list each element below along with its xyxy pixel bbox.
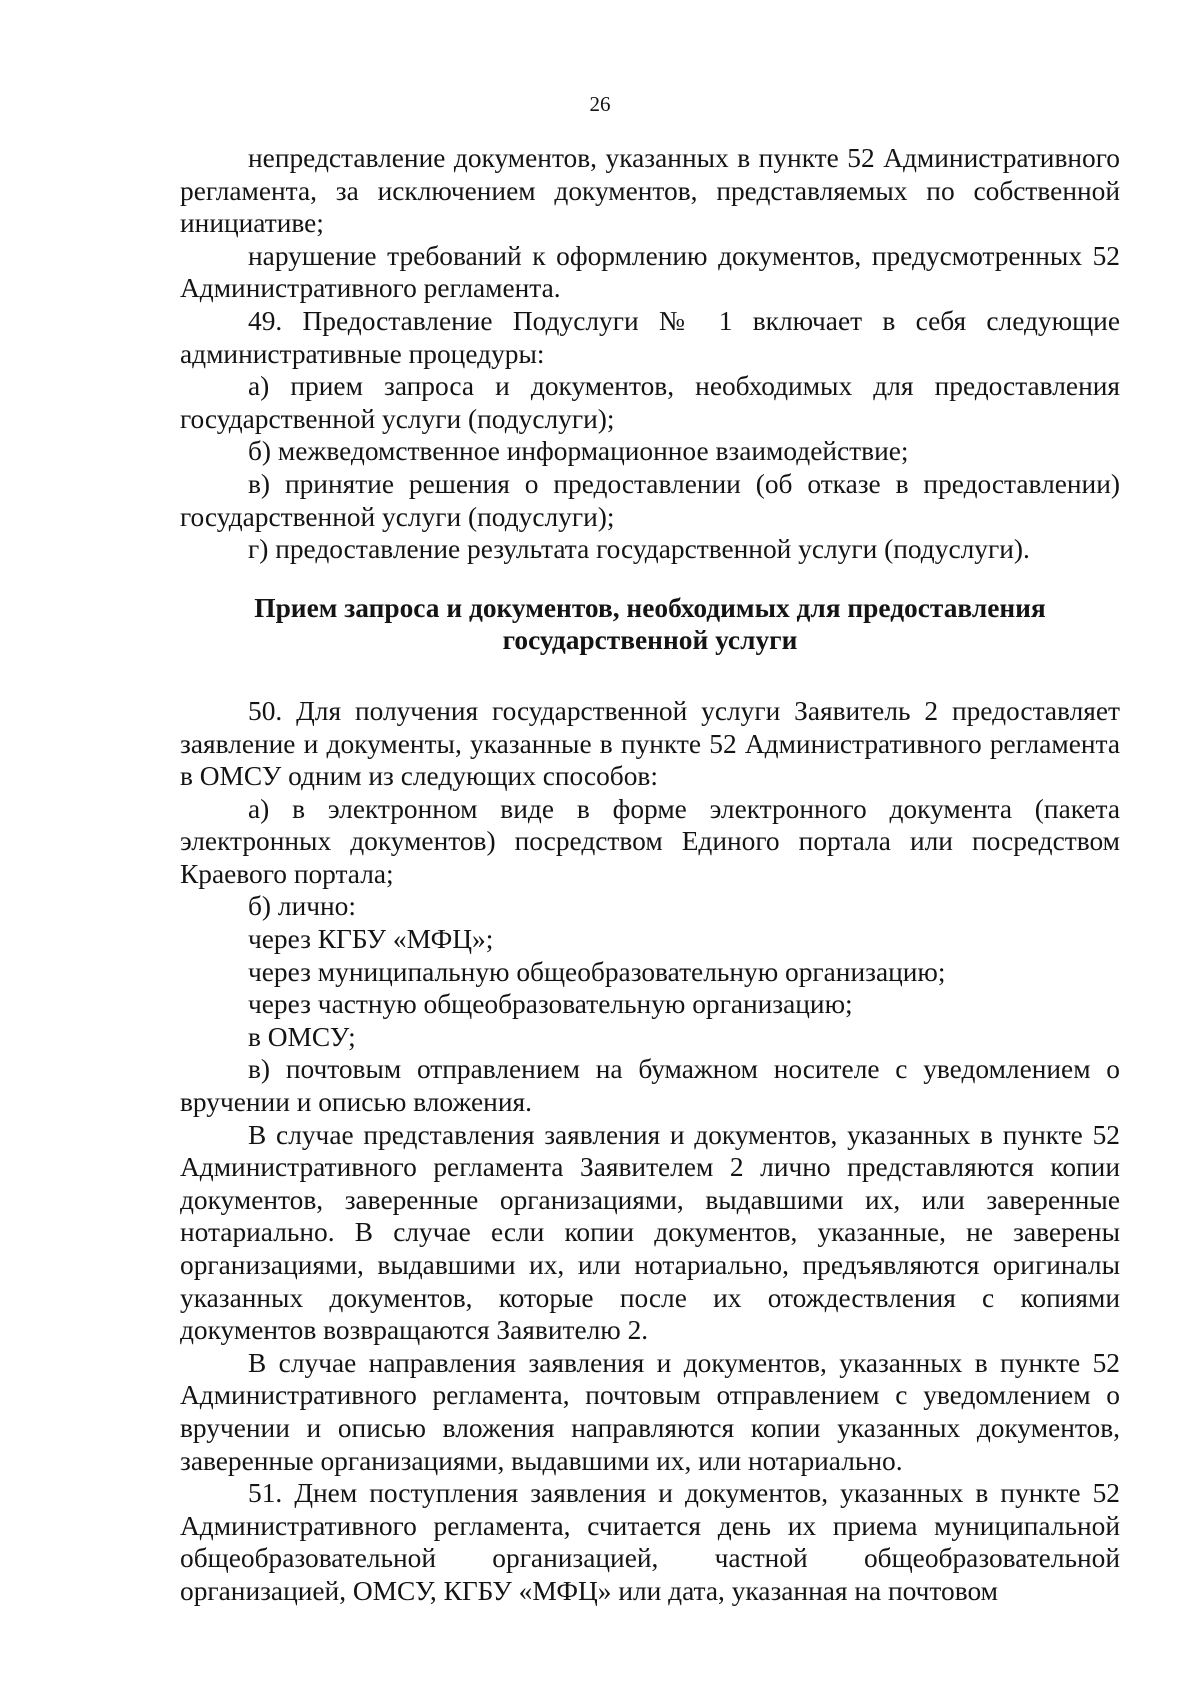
list-item: в ОМСУ; <box>248 1021 356 1052</box>
list-item: через частную общеобразовательную организацию; <box>248 989 853 1020</box>
paragraph: 49. Предоставление Подуслуги № 1 включает в себя следующие административные процедуры: <box>180 305 1120 369</box>
paragraph: В случае представления заявления и документов, указанных в пункте 52 Административного регламента Заявителем 2 лично представляются копии документов, заверенные организациями, выдавшими их, или заверенные нотариально. В случае если копии документов, указанные, не заверены организациями, выдавшими их, или нотариально, предъявляются оригиналы указанных документов, которые после их отождествления с копиями документов возвращаются Заявителю 2. <box>180 1119 1120 1346</box>
list-item: б) лично: <box>248 891 356 922</box>
page-number: 26 <box>589 92 611 116</box>
list-item: через КГБУ «МФЦ»; <box>248 924 494 955</box>
paragraph: В случае направления заявления и документов, указанных в пункте 52 Административного регламента, почтовым отправлением с уведомлением о вручении и описью вложения направляются копии указанных документов, заверенные организациями, выдавшими их, или нотариально. <box>180 1347 1120 1476</box>
document-body <box>180 142 1120 1608</box>
paragraph: непредставление документов, указанных в пункте 52 Административного регламента, за исключением документов, представляемых по собственной инициативе; <box>180 143 1120 239</box>
section-heading: Прием запроса и документов, необходимых для предоставления государственной услуги <box>254 592 1046 656</box>
list-item: а) прием запроса и документов, необходимых для предоставления государственной услуги (подуслуги); <box>180 371 1120 434</box>
list-item: г) предоставление результата государственной услуги (подуслуги). <box>248 534 1030 565</box>
paragraph: нарушение требований к оформлению документов, предусмотренных 52 Административного регламента. <box>180 240 1120 304</box>
list-item: б) межведомственное информационное взаимодействие; <box>248 436 909 467</box>
list-item: в) почтовым отправлением на бумажном носителе с уведомлением о вручении и описью вложения. <box>180 1054 1120 1118</box>
list-item: через муниципальную общеобразовательную организацию; <box>248 956 946 987</box>
list-item: а) в электронном виде в форме электронного документа (пакета электронных документов) посредством Единого портала или посредством Краевого портала; <box>180 793 1120 889</box>
paragraph: 50. Для получения государственной услуги Заявитель 2 предоставляет заявление и документы, указанные в пункте 52 Административного регламента в ОМСУ одним из следующих способов: <box>180 695 1120 792</box>
paragraph: 51. Днем поступления заявления и документов, указанных в пункте 52 Административного регламента, считается день их приема муниципальной общеобразовательной организацией, частной общеобразовательной организацией, ОМСУ, КГБУ «МФЦ» или дата, указанная на почтовом <box>180 1478 1120 1606</box>
list-item: в) принятие решения о предоставлении (об отказе в предоставлении) государственной услуги (подуслуги); <box>180 468 1120 532</box>
